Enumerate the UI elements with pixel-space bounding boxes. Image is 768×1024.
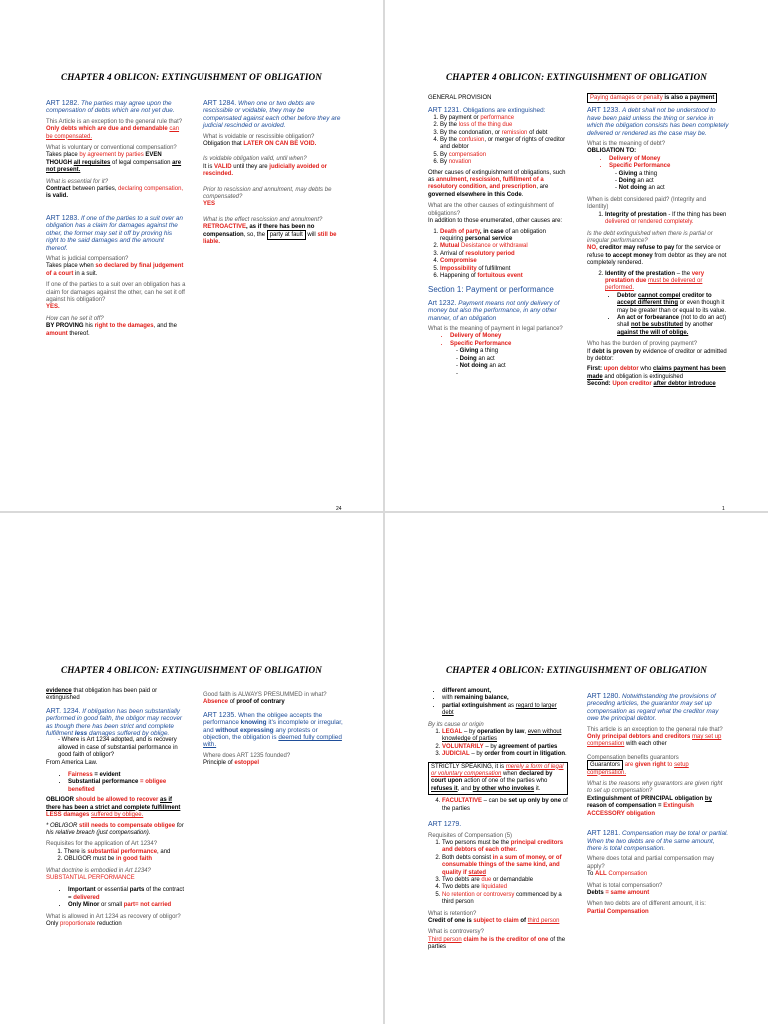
answer: Contract between parties, declaring compensation, is valid. <box>46 186 184 200</box>
performance-list: - Giving a thing - Doing an act - Not doing an act - <box>428 348 568 378</box>
question: If one of the parties to a suit over an obligation has a claim for damages against the other, can he set it off against his obligation? <box>46 282 186 303</box>
left-column <box>428 688 568 952</box>
note: * OBLIGOR still needs to compensate obligee for his relative breach (just compensation). <box>46 822 184 836</box>
chapter-header: CHAPTER 4 OBLICON: EXTINGUISHMENT OF OBLIGATION <box>60 665 323 675</box>
document-page-2 <box>0 513 383 1024</box>
answer: Absence of proof of contrary <box>203 699 285 706</box>
answer: Second: Upon creditor after debtor introduce <box>587 381 716 388</box>
art-1279: ART 1279. <box>428 821 462 829</box>
question: What is judicial compensation? <box>46 255 129 262</box>
answer: Obligation that LATER ON CAN BE VOID. <box>203 141 317 148</box>
art-1282: ART 1282. The parties may agree upon the compensation of debts which are not yet due. <box>46 100 175 115</box>
question: Where does ART 1235 founded? <box>203 752 291 759</box>
art-1233: ART 1233. A debt shall not be understood to have been paid unless the thing or service in which the obligation consists has been completely delivered or rendered as the case may be. <box>587 107 729 137</box>
identity-details: • Debtor cannot compel creditor to accept different thing or even though it may be greater than or equal to its value. • An act or forbearance (not to do an act) shall not be substituted by another against the will of oblige. <box>587 293 729 337</box>
right-column <box>203 95 343 247</box>
question: How can he set it off? <box>46 315 104 322</box>
left-column <box>46 688 186 928</box>
payment-note: Paying damages or penalty is also a payment <box>587 95 729 102</box>
question: What doctrine is embodied in Art 1234? <box>46 867 151 874</box>
question: By its cause or origin <box>428 721 484 728</box>
answer: OBLIGOR should be allowed to recover as if there has been a strict and complete fulfillment LESS damages suffered by obligee. <box>46 797 181 819</box>
answer: If debt is proven by evidence of creditor or admitted by debtor: <box>587 348 727 362</box>
general-provision: GENERAL PROVISION <box>428 95 492 101</box>
other-causes: Other causes of extinguishment of obligations, such as annulment, rescission, fulfillment of a resolutory condition, and prescription, are governed elsewhere in this Code. <box>428 169 566 198</box>
question: When is debt considered paid? (Integrity and Identity) <box>587 196 707 211</box>
art-1281: ART 1281. Compensation may be total or partial. When the two debts are of the same amount, there is total compensation. <box>587 830 729 852</box>
answer: Extinguishment of PRINCIPAL obligation by reason of compensation = Extinguish ACCESSORY obligation <box>587 795 712 817</box>
answer: First: upon debtor who claims payment has been made and obligation is extinguished <box>587 366 726 380</box>
right-column <box>203 688 343 768</box>
page-number: 24 <box>336 506 342 511</box>
document-page-1 <box>385 0 768 511</box>
cause-list: 4. FACULTATIVE – can be set up only by one of the parties <box>428 798 568 813</box>
obligation-list: • Delivery of Money • Specific Performance <box>587 156 729 171</box>
left-column <box>46 95 186 338</box>
left-column <box>428 95 568 378</box>
payment-list: • Delivery of Money • Specific Performance <box>428 333 568 348</box>
answer: RETROACTIVE, as if there has been no compensation, so, the party at fault will still be liable. <box>203 224 337 246</box>
right-column <box>587 688 729 916</box>
chapter-header: CHAPTER 4 OBLICON: EXTINGUISHMENT OF OBLIGATION <box>60 72 323 82</box>
answer: BY PROVING his right to the damages, and the amount thereof. <box>46 323 177 337</box>
strictly-speaking-box: STRICTLY SPEAKING, it is merely a form of legal or voluntary compensation when declared by court upon action of one of the parties who refuses it, and by other who invokes it. <box>428 762 568 796</box>
answer: Takes place when so declared by final judgement of a court in a suit. <box>46 263 184 277</box>
answer: In addition to those enumerated, other causes are: <box>428 218 563 225</box>
answer: Guarantors are given right to setup compensation. <box>587 762 689 776</box>
other-causes-list: 1. Death of party, in case of an obligation requiring personal service 2. Mutual Desistance or withdrawal 3. Arrival of resolutory period 4. Compromise 5. Impossibility of fulfillment 6. Happening of fortuitous event <box>428 229 568 281</box>
answer: To ALL Compensation <box>587 871 648 878</box>
answer: Partial Compensation <box>587 908 649 915</box>
cause-list: 1. LEGAL – by operation by law, even without knowledge of parties 2. VOLUNTARILY – by agreement of parties 3. JUDICIAL – by order from court in litigation. <box>428 729 568 759</box>
answer: Debts = same amount <box>587 889 650 896</box>
question: This Article is an exception to the general rule that? <box>46 118 183 125</box>
parts-list: • Important or essential parts of the contract = delivered • Only Minor or small part= not carried <box>46 887 186 909</box>
section-heading: Section 1: Payment or performance <box>428 285 554 295</box>
benefit-list: • Fairness = evident • Substantial performance = obligee benefited <box>46 772 186 794</box>
question: What is allowed in Art 1234 as recovery of obligor? <box>46 913 181 920</box>
art-1280: ART 1280. Notwithstanding the provisions of preceding articles, the guarantor may set up compensation as regard what the creditor may owe the principal debtor. <box>587 693 719 723</box>
performance-list: - Giving a thing - Doing an act - Not doing an act <box>587 171 729 193</box>
question: Requisites for the application of Art 1234? <box>46 841 158 848</box>
extinguish-list: 1. By payment or performance 2. By the loss of the thing due 3. By the condonation, or remission of debt 4. By the confusion, or merger of rights of creditor and debtor 5. By compensation 6. By novation <box>428 115 568 167</box>
question: Who has the burden of proving payment? <box>587 341 698 348</box>
page-number: 1 <box>722 506 725 511</box>
question: What is the meaning of debt? <box>587 141 666 148</box>
art-1283: ART 1283. If one of the parties to a suit over an obligation has a claim for damages against the other, the former may set it off by proving his right to the said damages and the amount thereof. <box>46 214 183 252</box>
art-1235: ART 1235. When the obligee accepts the performance knowing it's incomplete or irregular, and without expressing any protests or objection, the obligation is deemed fully complied with. <box>203 711 343 749</box>
answer: Only proportionate reduction <box>46 920 122 927</box>
question: Compensation benefits guarantors <box>587 754 679 761</box>
continued-text: evidence that obligation has been paid or extinguished <box>46 688 158 702</box>
answer: YES <box>203 201 216 208</box>
question-list: - Where is Art 1234 adopted, and is recovery allowed in case of substantial performance in good faith of obligor? <box>46 737 186 759</box>
answer: It is VALID until they are judicially avoided or rescinded. <box>203 163 327 178</box>
question: Is the debt extinguished when there is partial or irregular performance? <box>587 230 713 244</box>
question: When two debts are of different amount, it is: <box>587 901 706 908</box>
answer: YES. <box>46 304 60 311</box>
art-1234: ART. 1234. If obligation has been substantially performed in good faith, the obligor may recover as though there has been strict and complete fulfillment less damages suffered by oblige. <box>46 707 183 738</box>
chapter-header: CHAPTER 4 OBLICON: EXTINGUISHMENT OF OBLIGATION <box>445 72 708 82</box>
answer: Only debts which are due and demandable can be compensated. <box>46 126 180 140</box>
question: Good faith is ALWAYS PRESUMMED in what? <box>203 692 327 698</box>
question: Where does total and partial compensation may apply? <box>587 856 715 870</box>
question: What is the meaning of payment in legal parlance? <box>428 326 563 333</box>
right-column <box>587 95 729 389</box>
question: What is essential for it? <box>46 178 109 185</box>
answer: Third person claim he is the creditor of one of the parties <box>428 936 566 951</box>
answer: Takes place by agreement by parties EVEN THOUGH all requisites of legal compensation are not present. <box>46 152 182 174</box>
document-page-3 <box>385 513 768 1024</box>
question: What is controversy? <box>428 929 485 936</box>
answer: SUBSTANTIAL PERFORMANCE <box>46 874 135 881</box>
question: This article is an exception to the general rule that? <box>587 726 723 733</box>
question: What is the reasons why guarantors are given right to set up compensation? <box>587 781 723 795</box>
art-1232: Art 1232. Payment means not only delivery of money but also the performance, in any other manner, of an obligation <box>428 299 560 322</box>
question: What is voluntary or conventional compensation? <box>46 145 177 152</box>
answer: From America Law. <box>46 759 98 766</box>
question: What is the effect rescission and annulment? <box>203 216 323 223</box>
requisites-list: 1. Two persons must be the principal creditors and debtors of each other. 2. Both debts consist in a sum of money, or of consumable things of the same kind, and quality if stated 3. Two debts are due or demandable 4. Two debts are liquidated 5. No retention or controversy commenced by a third person <box>428 840 568 907</box>
answer: Principle of estoppel <box>203 760 260 767</box>
answer: Credit of one is subject to claim of third person <box>428 917 560 924</box>
chapter-header: CHAPTER 4 OBLICON: EXTINGUISHMENT OF OBLIGATION <box>445 665 708 675</box>
answer: OBLIGATION TO: <box>587 148 637 155</box>
question: Is voidable obligation valid, until when? <box>203 156 307 163</box>
question: What is total compensation? <box>587 882 663 889</box>
integrity-list: 1. Integrity of prestation - If the thing has been delivered or rendered completely. <box>587 212 729 227</box>
question: Requisites of Compensation (5) <box>428 832 513 839</box>
question: What is retention? <box>428 910 477 917</box>
question: Prior to rescission and annulment, may debts be compensated? <box>203 186 332 201</box>
question: What are the other causes of extinguishment of obligations? <box>428 203 554 217</box>
identity-list: 2. Identity of the prestation – the very prestation due must be delivered or performed. <box>587 271 729 293</box>
question: What is voidable or rescissible obligation? <box>203 133 315 140</box>
answer: Only principal debtors and creditors may set up compensation with each other <box>587 734 722 748</box>
document-page-24 <box>0 0 383 511</box>
art-1284: ART 1284. When one or two debts are rescissible or voidable, they may be compensated against each other before they are judicial rescinded or avoided. <box>203 100 341 130</box>
answer: NO, creditor may refuse to pay for the service or refuse to accept money from debtor as they are not completely rendered. <box>587 245 727 267</box>
art-1231: ART 1231. Obligations are extinguished: <box>428 107 546 115</box>
partial-list: • different amount, • with remaining balance, • partial extinguishment as regard to larger debt <box>428 688 568 718</box>
requisites-list: 1. There is substantial performance, and 2. OBLIGOR must be in good faith <box>46 849 186 864</box>
